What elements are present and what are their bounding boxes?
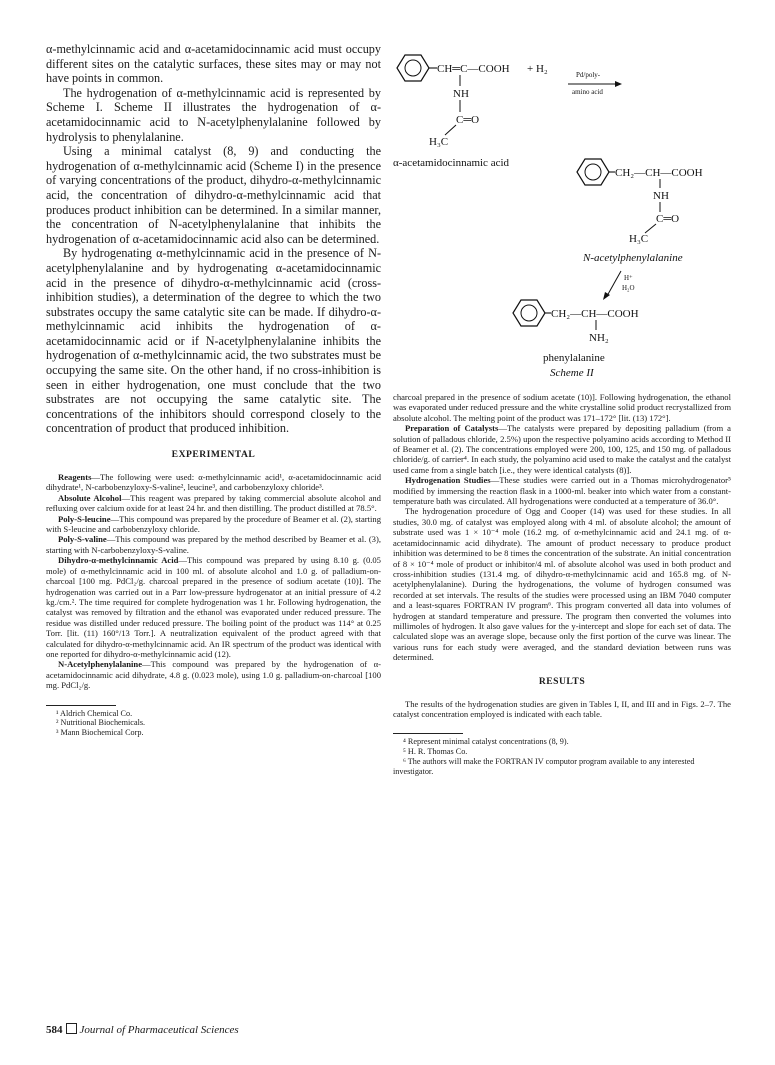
carbonyl-group: C═O (656, 213, 680, 225)
paragraph-text: —These studies were carried out in a Thomas microhydrogenator⁵ modified by immersing the reaction flask in a 1000-ml. beaker into which water from a constant-temperature bath was circulated. All hydrogenations were conducted at a temperature of 36.0°. (393, 475, 732, 507)
run-in-heading: Reagents (58, 472, 92, 483)
section-heading-experimental: EXPERIMENTAL (171, 449, 256, 461)
footnote: ³ Mann Biochemical Corp. (56, 728, 144, 738)
hydrogenation-paragraph (393, 475, 731, 506)
plus-h2: + H₂ (527, 63, 548, 75)
footnote: ² Nutritional Biochemicals. (56, 718, 146, 728)
dihydro-paragraph (46, 555, 381, 659)
footnote: ⁵ H. R. Thomas Co. (403, 747, 468, 757)
arrow-catalyst-top: Pd/poly- (576, 71, 601, 79)
paragraph: By hydrogenating α-methylcinnamic acid in the presence of N-acetylphenylalanine and by hydrogenating α-acetamidocinnamic acid in the presence of dihydro-α-methylcinnamic acid (cross-inhibition studies), a determination of the degree to which the two substrates occupy the same catalytic site can be made. If dihydro-α-methylcinnamic acid inhibits the hydrogenation of α-acetamidocinnamic acid or if N-acetylphenylalanine inhibits the hydrogenation of α-methylcinnamic acid, the two substrates must be occupying the same site. On the other hand, if no cross-inhibition is seen in either hydrogenation, one must conclude that the two substrates are not occupying the same catalytic site. The concentrations of the inhibitors should correspond closely to the concentration of product that produced inhibition. (46, 246, 381, 436)
section-heading-results: RESULTS (538, 675, 586, 687)
run-in-heading: Preparation of Catalysts (405, 423, 499, 434)
page-footer (46, 1023, 239, 1036)
benzene-ring-icon (397, 55, 429, 81)
reactant-chain: CH═C—COOH (437, 63, 510, 75)
footnote-divider (393, 733, 463, 734)
final-name: phenylalanine (543, 352, 605, 364)
footnote: ¹ Aldrich Chemical Co. (56, 708, 133, 718)
paragraph: The hydrogenation procedure of Ogg and Cooper (14) was used for these studies. In all studies, 30.0 mg. of catalyst was employed along with 4 ml. of absolute alcohol; the amount of substrate used was 1 × 10⁻⁴ mole (16.2 mg. of α-methylcinnamic acid and 24.1 mg. of α-acetamidocinnamic acid dihydrate). The amount of product necessary to produce product inhibition was determined to be 8 times the concentration of the substrate. An initial concentration of 8 × 10⁻⁴ mole of product or inhibitor/4 ml. of absolute alcohol was used in both product and cross-inhibition studies (131.4 mg. of dihydro-α-methylcinnamic acid and 165.8 mg. of N-acetylphenylalanine). During the hydrogenations, the volume of hydrogen consumed was recorded at set intervals. The results of the studies were processed using an IBM 7040 computer and a least-squares FORTRAN IV program⁶. This program converted all data into volumes of hydrogen at standard temperature and pressure. The program then converted the volumes into millimoles of hydrogen. It also gave values for the y-intercept and slope for each set of data. The calculated slope was an average slope, because only the first portion of the curve was linear. The various runs for each study were averaged, and the standard deviation between runs was determined. (393, 506, 731, 663)
run-in-heading: Dihydro-α-methylcinnamic Acid (58, 555, 179, 566)
nh-group: NH (453, 88, 469, 100)
footnote: ⁴ Represent minimal catalyst concentrations (8, 9). (403, 737, 569, 747)
run-in-heading: Poly-S-leucine (58, 513, 111, 524)
paragraph-text: —This compound was prepared by using 8.10 g. (0.05 mole) of α-methylcinnamic acid in 100 ml. of absolute alcohol and 1.0 g. of palladium-on-charcoal [100 mg. PdCl₂/g. charcoal prepared in the presence of sodium acetate (10)]. The hydrogenation was carried out in a Parr low-pressure hydrogenator at an initial pressure of 4.2 kg./cm.². The time required for complete hydrogenation was 1 hr. Following hydrogenation, the catalyst was removed by filtration and the ethanol was evaporated under reduced pressure. The residue was distilled under reduced pressure. The boiling point of the product was 114° at 0.25 Torr. [lit. (11) 160°/13 Torr.]. A neutralization equivalent of the product agreed with that calculated for dihydro-α-methylcinnamic acid. An IR spectrum of the product was identical with one reported for dihydro-α-methylcinnamic acid (12). (46, 555, 381, 659)
reactant-name: α-acetamidocinnamic acid (393, 157, 510, 169)
scheme-svg (393, 42, 731, 392)
paragraph-text: —The catalysts were prepared by depositing palladium (from a solution of palladous chloride, 2.5%) upon the respective polyamino acids according to Method II of Beamer et al. (2). The concentrations employed were 200, 100, 125, and 150 mg. of palladous chloride/g. of carrier⁴. In each study, the polyamino acid used to make the catalyst and the catalyst used came from a single batch [i.e., they were identical catalysts (8)]. (393, 423, 731, 475)
n-acetyl-paragraph (46, 659, 381, 690)
product-name: N-acetylphenylalanine (583, 252, 683, 264)
paragraph-text: —This compound was prepared by the procedure of Beamer et al. (2), starting with S-leucine and carbobenzyloxy chloride. (46, 513, 381, 535)
run-in-heading: Absolute Alcohol (58, 492, 122, 503)
journal-name: Journal of Pharmaceutical Sciences (79, 1024, 239, 1036)
final-chain: CH₂—CH—COOH (551, 308, 639, 320)
benzene-ring-icon (577, 159, 609, 185)
right-column (393, 42, 731, 777)
benzene-ring-icon (513, 300, 545, 326)
scheme-ii-diagram (393, 42, 731, 392)
footnote: ⁶ The authors will make the FORTRAN IV computor program available to any interested investigator. (393, 756, 695, 776)
arrow-head-icon (615, 81, 622, 87)
run-in-heading: N-Acetylphenylalanine (58, 659, 143, 670)
product-chain: CH₂—CH—COOH (615, 167, 703, 179)
page-number: 584 (46, 1024, 63, 1036)
run-in-heading: Poly-S-valine (58, 534, 107, 545)
poly-valine-paragraph (46, 534, 381, 555)
amine-group: NH₂ (589, 332, 609, 344)
run-in-heading: Hydrogenation Studies (405, 475, 491, 486)
hydrolysis-bottom: H₂O (622, 284, 635, 292)
poly-leucine-paragraph (46, 514, 381, 535)
scheme-label: Scheme II (550, 367, 594, 379)
paragraph-text: —This compound was prepared by the method described by Beamer et al. (3), starting with N-carbobenzyloxy-S-valine. (46, 534, 381, 555)
paragraph: The results of the hydrogenation studies are given in Tables I, II, and III and in Figs. 2–7. The catalyst concentration employed is indicated with each table. (393, 698, 731, 719)
paragraph: The hydrogenation of α-methylcinnamic acid is represented by Scheme I. Scheme II illustrates the hydrogenation of α-acetamidocinnamic acid to N-acetylphenylalanine followed by hydrolysis to phenylalanine. (46, 85, 381, 144)
hydrolysis-top: H⁺ (624, 274, 633, 282)
reagents-paragraph (46, 472, 381, 493)
left-column (46, 42, 381, 738)
paragraph-text: —This reagent was prepared by taking commercial absolute alcohol and refluxing over calcium oxide for at least 24 hr. and then distilling. The product distilled at 78.5°. (46, 492, 381, 514)
carbonyl-group: C═O (456, 114, 480, 126)
arrow-catalyst-bottom: amino acid (572, 88, 603, 96)
methyl-group: H₃C (629, 233, 649, 245)
footnote-divider (46, 705, 116, 706)
methyl-group: H₃C (429, 136, 449, 148)
paragraph: charcoal prepared in the presence of sodium acetate (10)]. Following hydrogenation, the ethanol was evaporated under reduced pressure and the white crystalline solid product recrystallized from absolute alcohol. The melting point of the product was 171–172° [lit. (13) 172°]. (393, 392, 731, 423)
paragraph: α-methylcinnamic acid and α-acetamidocinnamic acid must occupy different sites on the catalytic surfaces, these sites may or may not have points in common. (46, 42, 381, 86)
paragraph-text: —The following were used: α-methylcinnamic acid¹, α-acetamidocinnamic acid dihydrate¹, N-carbobenzyloxy-S-valine², leucine³, and carbobenzyloxy chloride³. (46, 472, 381, 493)
nh-group: NH (653, 190, 669, 202)
paragraph-text: —This compound was prepared by the hydrogenation of α-acetamidocinnamic acid dihydrate, 4.8 g. (0.023 mole), using 1.0 g. palladium-on-charcoal [100 mg. PdCl₂/g. (46, 659, 381, 691)
paragraph: Using a minimal catalyst (8, 9) and conducting the hydrogenation of α-methylcinnamic acid (Scheme I) in the presence of varying concentrations of the product, dihydro-α-methylcinnamic acid, the concentration of dihydro-α-methylcinnamic acid that produces product inhibition can be determined. In a similar manner, the concentration of N-acetylphenylalanine that inhibits the hydrogenation of α-acetamidocinnamic acid also can be determined. (46, 144, 381, 246)
absolute-alcohol-paragraph (46, 493, 381, 514)
preparation-paragraph (393, 423, 731, 475)
square-box-icon (66, 1023, 77, 1034)
